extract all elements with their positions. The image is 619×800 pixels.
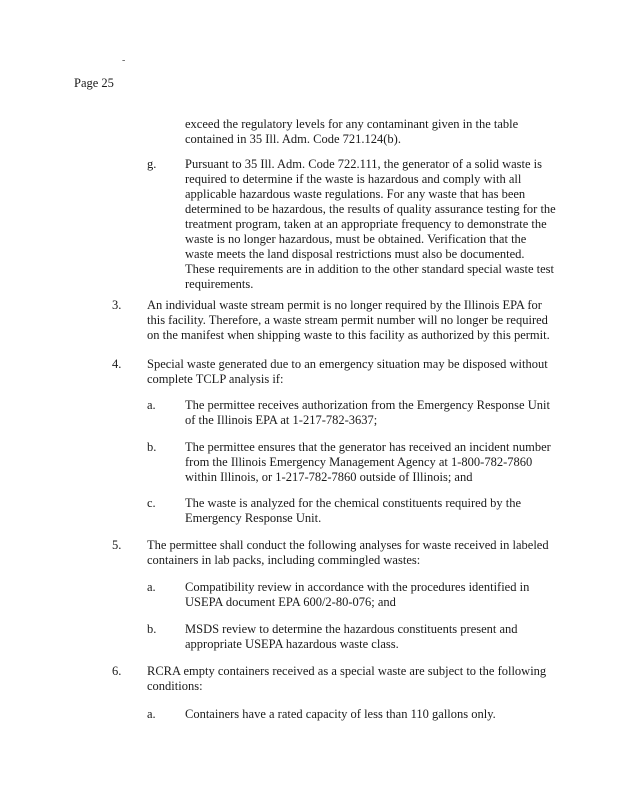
text-line: this facility. Therefore, a waste stream permit number will no longer be required (147, 313, 548, 327)
text-line: An individual waste stream permit is no longer required by the Illinois EPA for (147, 298, 542, 312)
item-6-paragraph (147, 664, 546, 694)
item-5b-label: b. (147, 622, 157, 636)
text-line: within Illinois, or 1-217-782-7860 outside of Illinois; and (185, 470, 473, 484)
item-5-paragraph (147, 538, 549, 568)
text-line: exceed the regulatory levels for any contaminant given in the table (185, 117, 519, 131)
text-line: conditions: (147, 679, 203, 693)
text-line: of the Illinois EPA at 1-217-782-3637; (185, 413, 378, 427)
text-line: appropriate USEPA hazardous waste class. (185, 637, 399, 651)
text-line: requirements. (185, 277, 254, 291)
text-line: The permittee receives authorization from the Emergency Response Unit (185, 398, 550, 412)
text-line: Emergency Response Unit. (185, 511, 322, 525)
text-line: Pursuant to 35 Ill. Adm. Code 722.111, the generator of a solid waste is (185, 157, 543, 171)
text-line: Containers have a rated capacity of less than 110 gallons only. (185, 707, 496, 721)
text-line: applicable hazardous waste regulations. For any waste that has been (185, 187, 526, 201)
item-3-paragraph (147, 298, 550, 343)
item-4c-paragraph (185, 496, 521, 526)
item-5b-paragraph (185, 622, 518, 652)
item-5a-label: a. (147, 580, 156, 594)
item-5-label: 5. (112, 538, 122, 552)
text-line: containers in lab packs, including commingled wastes: (147, 553, 421, 567)
text-line: treatment program, taken at an appropriate frequency to demonstrate the (185, 217, 547, 231)
item-4b-paragraph (185, 440, 551, 485)
text-line: complete TCLP analysis if: (147, 372, 284, 386)
text-line: USEPA document EPA 600/2-80-076; and (185, 595, 396, 609)
text-line: on the manifest when shipping waste to this facility as authorized by this permit. (147, 328, 550, 342)
item-6a-label: a. (147, 707, 156, 721)
item-4c-label: c. (147, 496, 156, 510)
text-line: required to determine if the waste is hazardous and comply with all (185, 172, 522, 186)
item-5a-paragraph (185, 580, 529, 610)
text-line: The permittee shall conduct the following analyses for waste received in labeled (147, 538, 549, 552)
text-line: The waste is analyzed for the chemical constituents required by the (185, 496, 521, 510)
item-g-label: g. (147, 157, 157, 171)
text-line: MSDS review to determine the hazardous constituents present and (185, 622, 518, 636)
continuation-paragraph (185, 117, 518, 147)
item-4a-label: a. (147, 398, 156, 412)
item-3-label: 3. (112, 298, 122, 312)
text-line: contained in 35 Ill. Adm. Code 721.124(b). (185, 132, 401, 146)
item-6-label: 6. (112, 664, 122, 678)
item-6a-paragraph (185, 707, 496, 722)
item-4-label: 4. (112, 357, 122, 371)
text-line: Compatibility review in accordance with the procedures identified in (185, 580, 530, 594)
item-4a-paragraph (185, 398, 550, 428)
text-line: waste meets the land disposal restrictions must also be documented. (185, 247, 525, 261)
item-g-paragraph (185, 157, 556, 292)
text-line: determined to be hazardous, the results of quality assurance testing for the (185, 202, 556, 216)
text-line: from the Illinois Emergency Management Agency at 1-800-782-7860 (185, 455, 533, 469)
item-4b-label: b. (147, 440, 157, 454)
text-line: Special waste generated due to an emergency situation may be disposed without (147, 357, 548, 371)
item-4-paragraph (147, 357, 548, 387)
text-line: The permittee ensures that the generator has received an incident number (185, 440, 551, 454)
stray-mark: - (122, 55, 126, 66)
text-line: waste is no longer hazardous, must be obtained. Verification that the (185, 232, 527, 246)
text-line: RCRA empty containers received as a special waste are subject to the following (147, 664, 547, 678)
page-number: Page 25 (74, 76, 114, 90)
text-line: These requirements are in addition to the other standard special waste test (185, 262, 554, 276)
